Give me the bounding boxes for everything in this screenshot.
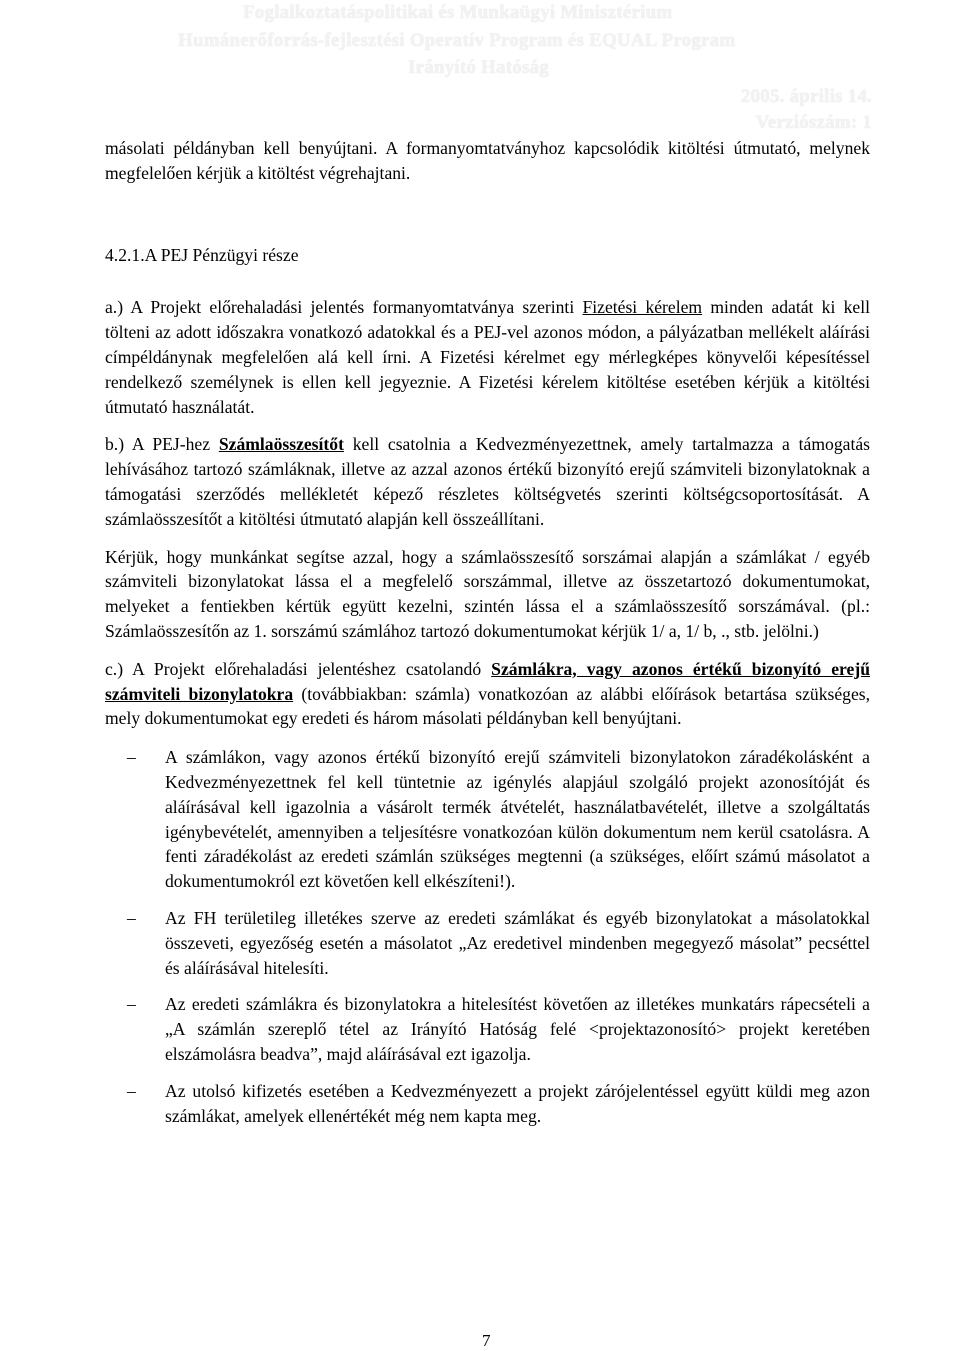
header-program: Humánerőforrás-fejlesztési Operatív Program és EQUAL Program (178, 30, 736, 51)
paragraph-b-rest: kell csatolnia a Kedvezményezettnek, amely tartalmazza a támogatás lehívásához tartozó számláknak, illetve az azzal azonos értékű bizonyító erejű számviteli bizonylatoknak a támogatási szerződés mellékletét képező részletes költségvetés szerinti költségcsoportosítását. A számlaösszesítőt a kitöltési útmutató alapján kell összeállítani. (105, 434, 870, 529)
header-authority: Irányító Hatóság (408, 57, 549, 78)
list-item (105, 745, 870, 894)
szamlaosszesito-term: Számlaösszesítőt (218, 434, 344, 455)
header-date: 2005. április 14. (740, 86, 872, 107)
bullet-dash: – (127, 747, 136, 768)
header-ministry: Foglalkoztatáspolitikai és Munkaügyi Minisztérium (243, 2, 673, 23)
list-item (105, 906, 870, 980)
header-version: Verziószám: 1 (755, 112, 872, 133)
list-item (105, 1079, 870, 1129)
list-item-text: Az eredeti számlákra és bizonylatokra a hitelesítést követően az illetékes munkatárs rápecsételi a „A számlán szereplő tétel az Irányító Hatóság felé <projektazonosító> projekt keretében elszámolásra beadva”, majd aláírásával ezt igazolja. (165, 994, 870, 1064)
list-item-text: Az FH területileg illetékes szerve az eredeti számlákat és egyéb bizonylatokat a másolatokkal összeveti, egyezőség esetén a másolatot „Az eredetivel mindenben megegyező másolat” pecséttel és aláírásával hitelesíti. (165, 907, 870, 978)
paragraph-c-start: c.) A Projekt előrehaladási jelentéshez csatolandó (105, 658, 492, 679)
paragraph-request: Kérjük, hogy munkánkat segítse azzal, hogy a számlaösszesítő sorszámai alapján a számlákat / egyéb számviteli bizonylatokat lássa el a megfelelő sorszámmal, illetve az összetartozó dokumentumokat, melyeket a fentiekben kértük együtt kezelni, szintén lássa el a számlaösszesítő sorszámával. (pl.: Számlaösszesítőn az 1. sorszámú számlához tartozó dokumentumokat kérjük 1/ a, 1/ b, ., stb. jelölni.) (105, 546, 870, 641)
requirements-list (105, 745, 870, 1128)
bullet-dash: – (127, 1080, 136, 1101)
paragraph-c (105, 657, 870, 731)
page-number: 7 (482, 1331, 491, 1350)
szamlakra-term: Számlákra, vagy azonos értékű bizonyító erejű számviteli bizonylatokra (105, 658, 870, 704)
fizetesi-kerelem-term: Fizetési kérelem (582, 297, 703, 318)
bullet-dash: – (127, 907, 136, 928)
paragraph-b-start: b.) A PEJ-hez (105, 434, 219, 455)
bullet-dash: – (127, 994, 136, 1015)
list-item-text: A számlákon, vagy azonos értékű bizonyító erejű számviteli bizonylatokon záradékolásként a Kedvezményezettnek fel kell tüntetnie az igénylés alapjául szolgáló projekt azonosítóját és aláírásával kell igazolnia a vásárolt termék átvételét, használatbavételét, illetve a szolgáltatás igénybevételét, amennyiben a teljesítésre vonatkozóan külön dokumentum nem kerül csatolásra. A fenti záradékolást az eredeti számlán szükséges megtenni (a szükséges, előírt számú másolatot a dokumentumokról ezt követően kell elkészíteni!). (165, 747, 870, 892)
list-item-text: Az utolsó kifizetés esetében a Kedvezményezett a projekt zárójelentéssel együtt küldi meg azon számlákat, amelyek ellenértékét még nem kapta meg. (165, 1080, 870, 1126)
list-item (105, 992, 870, 1066)
paragraph-c-rest: (továbbiakban: számla) vonatkozóan az alábbi előírások betartása szükséges, mely dokumentumokat egy eredeti és három másolati példányban kell benyújtani. (105, 683, 871, 729)
paragraph-a (105, 295, 870, 419)
section-heading: 4.2.1.A PEJ Pénzügyi része (105, 244, 299, 265)
paragraph-a-start: a.) A Projekt előrehaladási jelentés formanyomtatványa szerinti (105, 297, 583, 318)
intro-paragraph: másolati példányban kell benyújtani. A formanyomtatványhoz kapcsolódik kitöltési útmutató, melynek megfelelően kérjük a kitöltést végrehajtani. (105, 138, 870, 183)
paragraph-a-rest: minden adatát ki kell tölteni az adott időszakra vonatkozó adatokkal és a PEJ-vel azonos módon, a pályázatban mellékelt aláírási címpéldánynak megfelelően alá kell írni. A Fizetési kérelmet egy mérlegképes könyvelői képesítéssel rendelkező személynek is ellen kell jegyeznie. A Fizetési kérelem kitöltése esetében kérjük a kitöltési útmutató használatát. (105, 297, 870, 417)
paragraph-b (105, 432, 870, 531)
document-body (105, 136, 870, 1140)
